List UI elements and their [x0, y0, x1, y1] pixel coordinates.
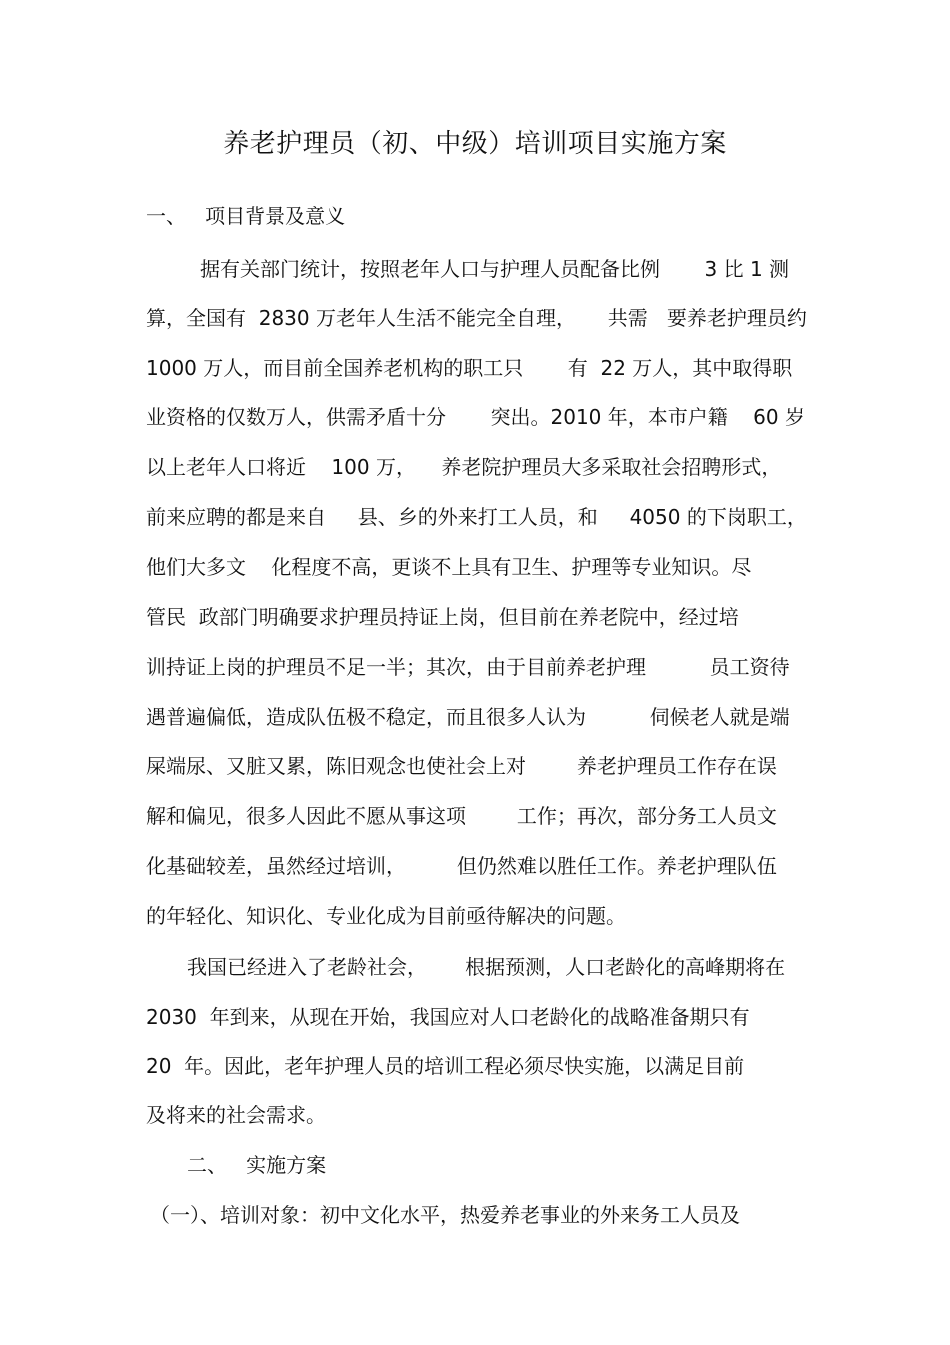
body-line: 解和偏见，很多人因此不愿从事这项 工作；再次，部分务工人员文 [146, 804, 777, 828]
subsection-line: （一）、培训对象：初中文化水平，热爱养老事业的外来务工人员及 [150, 1203, 740, 1227]
section-heading-background: 一、 项目背景及意义 [146, 204, 346, 228]
section-heading-plan: 二、 实施方案 [187, 1153, 327, 1177]
body-line: 化基础较差，虽然经过培训， 但仍然难以胜任工作。养老护理队伍 [146, 854, 777, 878]
body-line: 据有关部门统计，按照老年人口与护理人员配备比例 3 比 1 测 [200, 257, 790, 281]
body-line: 业资格的仅数万人，供需矛盾十分 突出。2010 年，本市户籍 60 岁 [146, 405, 805, 429]
body-line: 前来应聘的都是来自 县、乡的外来打工人员，和 4050 的下岗职工， [146, 505, 807, 529]
body-line: 1000 万人，而目前全国养老机构的职工只 有 22 万人，其中取得职 [146, 356, 793, 380]
body-line: 遇普遍偏低，造成队伍极不稳定，而且很多人认为 伺候老人就是端 [146, 705, 790, 729]
body-line: 我国已经进入了老龄社会， 根据预测，人口老龄化的高峰期将在 [187, 955, 786, 979]
body-line: 及将来的社会需求。 [146, 1103, 326, 1127]
body-line: 算，全国有 2830 万老年人生活不能完全自理， 共需 要养老护理员约 [146, 306, 807, 330]
body-line: 他们大多文 化程度不高，更谈不上具有卫生、护理等专业知识。尽 [146, 555, 752, 579]
body-line: 管民 政部门明确要求护理员持证上岗，但目前在养老院中，经过培 [146, 605, 739, 629]
body-line: 2030 年到来，从现在开始，我国应对人口老龄化的战略准备期只有 [146, 1005, 750, 1029]
body-line: 以上老年人口将近 100 万， 养老院护理员大多采取社会招聘形式， [146, 455, 782, 479]
body-line: 的年轻化、知识化、专业化成为目前亟待解决的问题。 [146, 904, 626, 928]
body-line: 屎端尿、又脏又累，陈旧观念也使社会上对 养老护理员工作存在误 [146, 754, 777, 778]
body-line: 20 年。因此，老年护理人员的培训工程必须尽快实施，以满足目前 [146, 1054, 745, 1078]
body-line: 训持证上岗的护理员不足一半；其次，由于目前养老护理 员工资待 [146, 655, 790, 679]
document-title: 养老护理员（初、中级）培训项目实施方案 [223, 129, 727, 159]
